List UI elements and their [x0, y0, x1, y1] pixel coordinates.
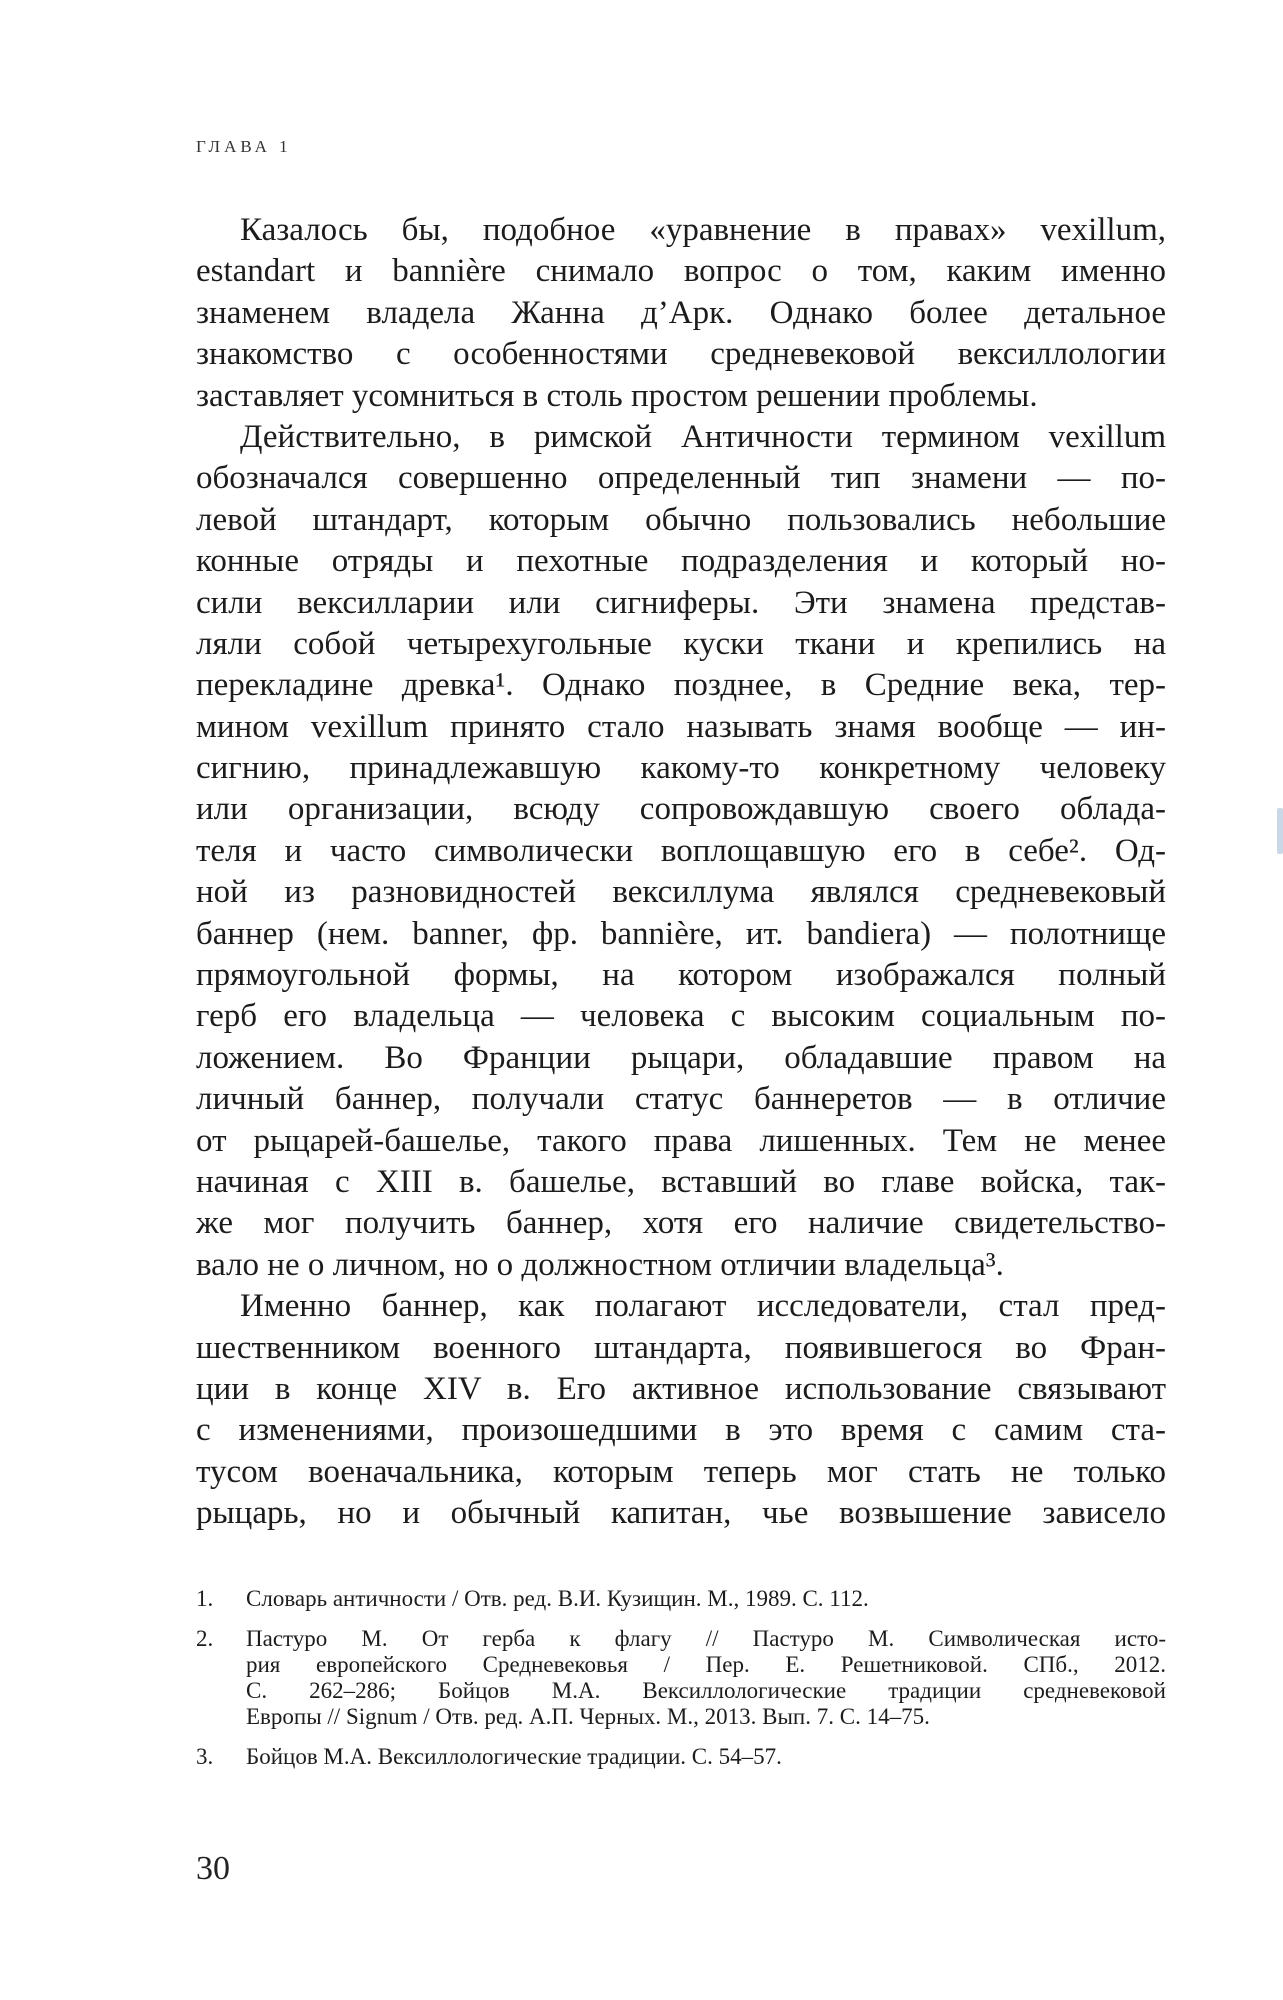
text-line: ложением. Во Франции рыцари, обладавшие правом на	[196, 1039, 1166, 1076]
text-line: обозначался совершенно определенный тип знамени — по-	[196, 460, 1166, 497]
text-line: Действительно, в римской Античности термином vexillum	[240, 418, 1166, 455]
page-number: 30	[196, 1850, 230, 1887]
footnote-number: 1.	[196, 1586, 214, 1611]
footnote-line: Бойцов М.А. Вексиллологические традиции. С. 54–57.	[246, 1744, 782, 1769]
footnote	[196, 1626, 1166, 1730]
text-line: ной из разновидностей вексиллума являлся средневековый	[196, 874, 1166, 911]
text-line: от рыцарей-башелье, такого права лишенных. Тем не менее	[196, 1122, 1166, 1159]
footnote-line: Словарь античности / Отв. ред. В.И. Кузищин. М., 1989. С. 112.	[246, 1586, 869, 1611]
text-line: тусом военачальника, которым теперь мог стать не только	[196, 1453, 1166, 1490]
page-edge-mark	[1277, 808, 1283, 854]
text-line: теля и часто символически воплощавшую его в себе². Од-	[196, 832, 1166, 869]
footnote-number: 3.	[196, 1744, 214, 1769]
text-line: же мог получить баннер, хотя его наличие свидетельство-	[196, 1205, 1166, 1242]
text-line: ляли собой четырехугольные куски ткани и крепились на	[196, 625, 1166, 662]
text-line: перекладине древка¹. Однако позднее, в Средние века, тер-	[196, 667, 1166, 704]
text-line: ции в конце XIV в. Его активное использование связывают	[196, 1370, 1166, 1407]
text-line: мином vexillum принято стало называть знамя вообще — ин-	[196, 708, 1166, 745]
text-line: Именно баннер, как полагают исследователи, стал пред-	[240, 1288, 1166, 1325]
text-line: знакомство с особенностями средневековой вексиллологии	[196, 336, 1166, 373]
text-line: с изменениями, произошедшими в это время с самим ста-	[196, 1412, 1166, 1449]
text-line: рыцарь, но и обычный капитан, чье возвышение зависело	[196, 1495, 1166, 1532]
main-text	[196, 210, 1166, 1535]
footnote-line: Европы // Signum / Отв. ред. А.П. Черных. М., 2013. Вып. 7. С. 14–75.	[246, 1704, 930, 1729]
text-line: левой штандарт, которым обычно пользовались небольшие	[196, 501, 1166, 538]
footnote	[196, 1744, 1166, 1770]
text-line: начиная с XIII в. башелье, вставший во главе войска, так-	[196, 1163, 1166, 1200]
text-line: сили вексилларии или сигниферы. Эти знамена представ-	[196, 584, 1166, 621]
text-line: Казалось бы, подобное «уравнение в правах» vexillum,	[240, 212, 1166, 248]
text-line: герб его владельца — человека с высоким социальным по-	[196, 998, 1166, 1035]
text-line: шественником военного штандарта, появившегося во Фран-	[196, 1329, 1166, 1366]
footnote-number: 2.	[196, 1626, 214, 1651]
text-line: сигнию, принадлежавшую какому-то конкретному человеку	[196, 750, 1166, 787]
running-head: ГЛАВА 1	[196, 137, 292, 156]
text-line: прямоугольной формы, на котором изображался полный	[196, 957, 1166, 994]
text-line: estandart и bannière снимало вопрос о том, каким именно	[196, 253, 1166, 290]
text-line: заставляет усомниться в столь простом решении проблемы.	[196, 377, 1038, 414]
text-line: вало не о личном, но о должностном отличии владельца³.	[196, 1246, 1004, 1283]
text-line: конные отряды и пехотные подразделения и который но-	[196, 543, 1166, 580]
footnotes	[196, 1586, 1166, 1784]
footnote-line: Пастуро М. От герба к флагу // Пастуро М. Символическая исто-	[246, 1626, 1166, 1651]
footnote-line: С. 262–286; Бойцов М.А. Вексиллологические традиции средневековой	[246, 1678, 1166, 1703]
text-line: знаменем владела Жанна д’Арк. Однако более детальное	[196, 294, 1166, 331]
text-line: баннер (нем. banner, фр. bannière, ит. bandiera) — полотнище	[196, 915, 1166, 952]
footnote	[196, 1586, 1166, 1612]
text-line: личный баннер, получали статус баннеретов — в отличие	[196, 1081, 1166, 1118]
text-line: или организации, всюду сопровождавшую своего облада-	[196, 791, 1166, 828]
footnote-line: рия европейского Средневековья / Пер. Е. Решетниковой. СПб., 2012.	[246, 1652, 1166, 1677]
